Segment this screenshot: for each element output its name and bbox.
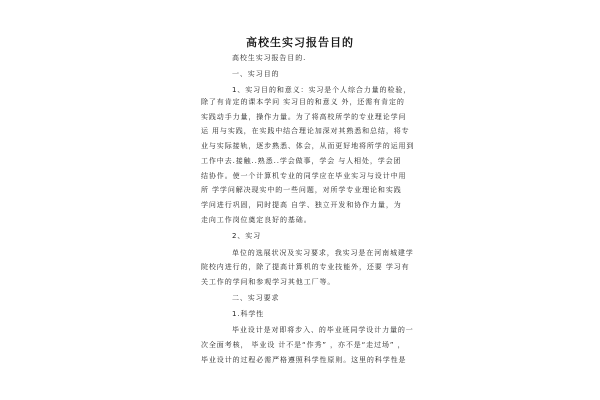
text-line: 关工作的学问和参观学习其他工厂等。 — [201, 278, 336, 286]
section-heading: 二、实习要求 — [232, 294, 280, 302]
text-line: 实践动手力量，操作力量。为了将高校所学的专业理论学问 — [201, 113, 407, 121]
text-line: 高校生实习报告目的. — [232, 54, 307, 62]
section-heading: 2、实习 — [232, 232, 262, 240]
text-line: 走向工作岗位奠定良好的基础。 — [201, 216, 312, 224]
text-line: 所 学学问解决现实中的一些问题，对所学专业理论和实践 — [201, 186, 402, 194]
text-line: 学问进行巩固，同时提高 自学、独立开发和协作力量，为 — [201, 201, 402, 209]
text-line: 除了有肯定的课本学问 实习目的和意义 外，还需有肯定的 — [201, 98, 405, 106]
text-line: 单位的选展状况及实习要求，我实习是在河南城建学 — [232, 249, 414, 257]
text-line: 毕业设计的过程必需严格遵照科学性原则。这里的科学性是 — [201, 356, 407, 364]
text-line: 次全面考核， 毕业设 计不是“作秀” ，亦不是“走过场” ， — [201, 341, 406, 349]
text-line: 1、实习目的和意义：实习是个人综合力量的检验， — [232, 86, 412, 94]
text-line: 结协作。使一个计算机专业的同学应在毕业实习与设计中用 — [201, 172, 407, 180]
text-line: 院校内进行的，除了提高计算机的专业技能外，还要 学习有 — [201, 263, 410, 271]
section-heading: 一、实习目的 — [232, 70, 280, 78]
text-line: 运 用与实践，在实践中结合理论加深对其熟悉和总结，将专 — [201, 127, 410, 135]
text-line: 工作中去.接触..熟悉..学会做事，学会 与人相处，学会团 — [201, 157, 402, 165]
text-line: 业与实际接轨，逐步熟悉、体会，从而更好地将所学的运用到 — [201, 142, 415, 150]
document-title: 高校生实习报告目的 — [246, 36, 354, 49]
section-heading: 1.科学性 — [232, 310, 265, 318]
text-line: 毕业设计是对即将步入、的毕业班同学设计力量的一 — [232, 326, 414, 334]
